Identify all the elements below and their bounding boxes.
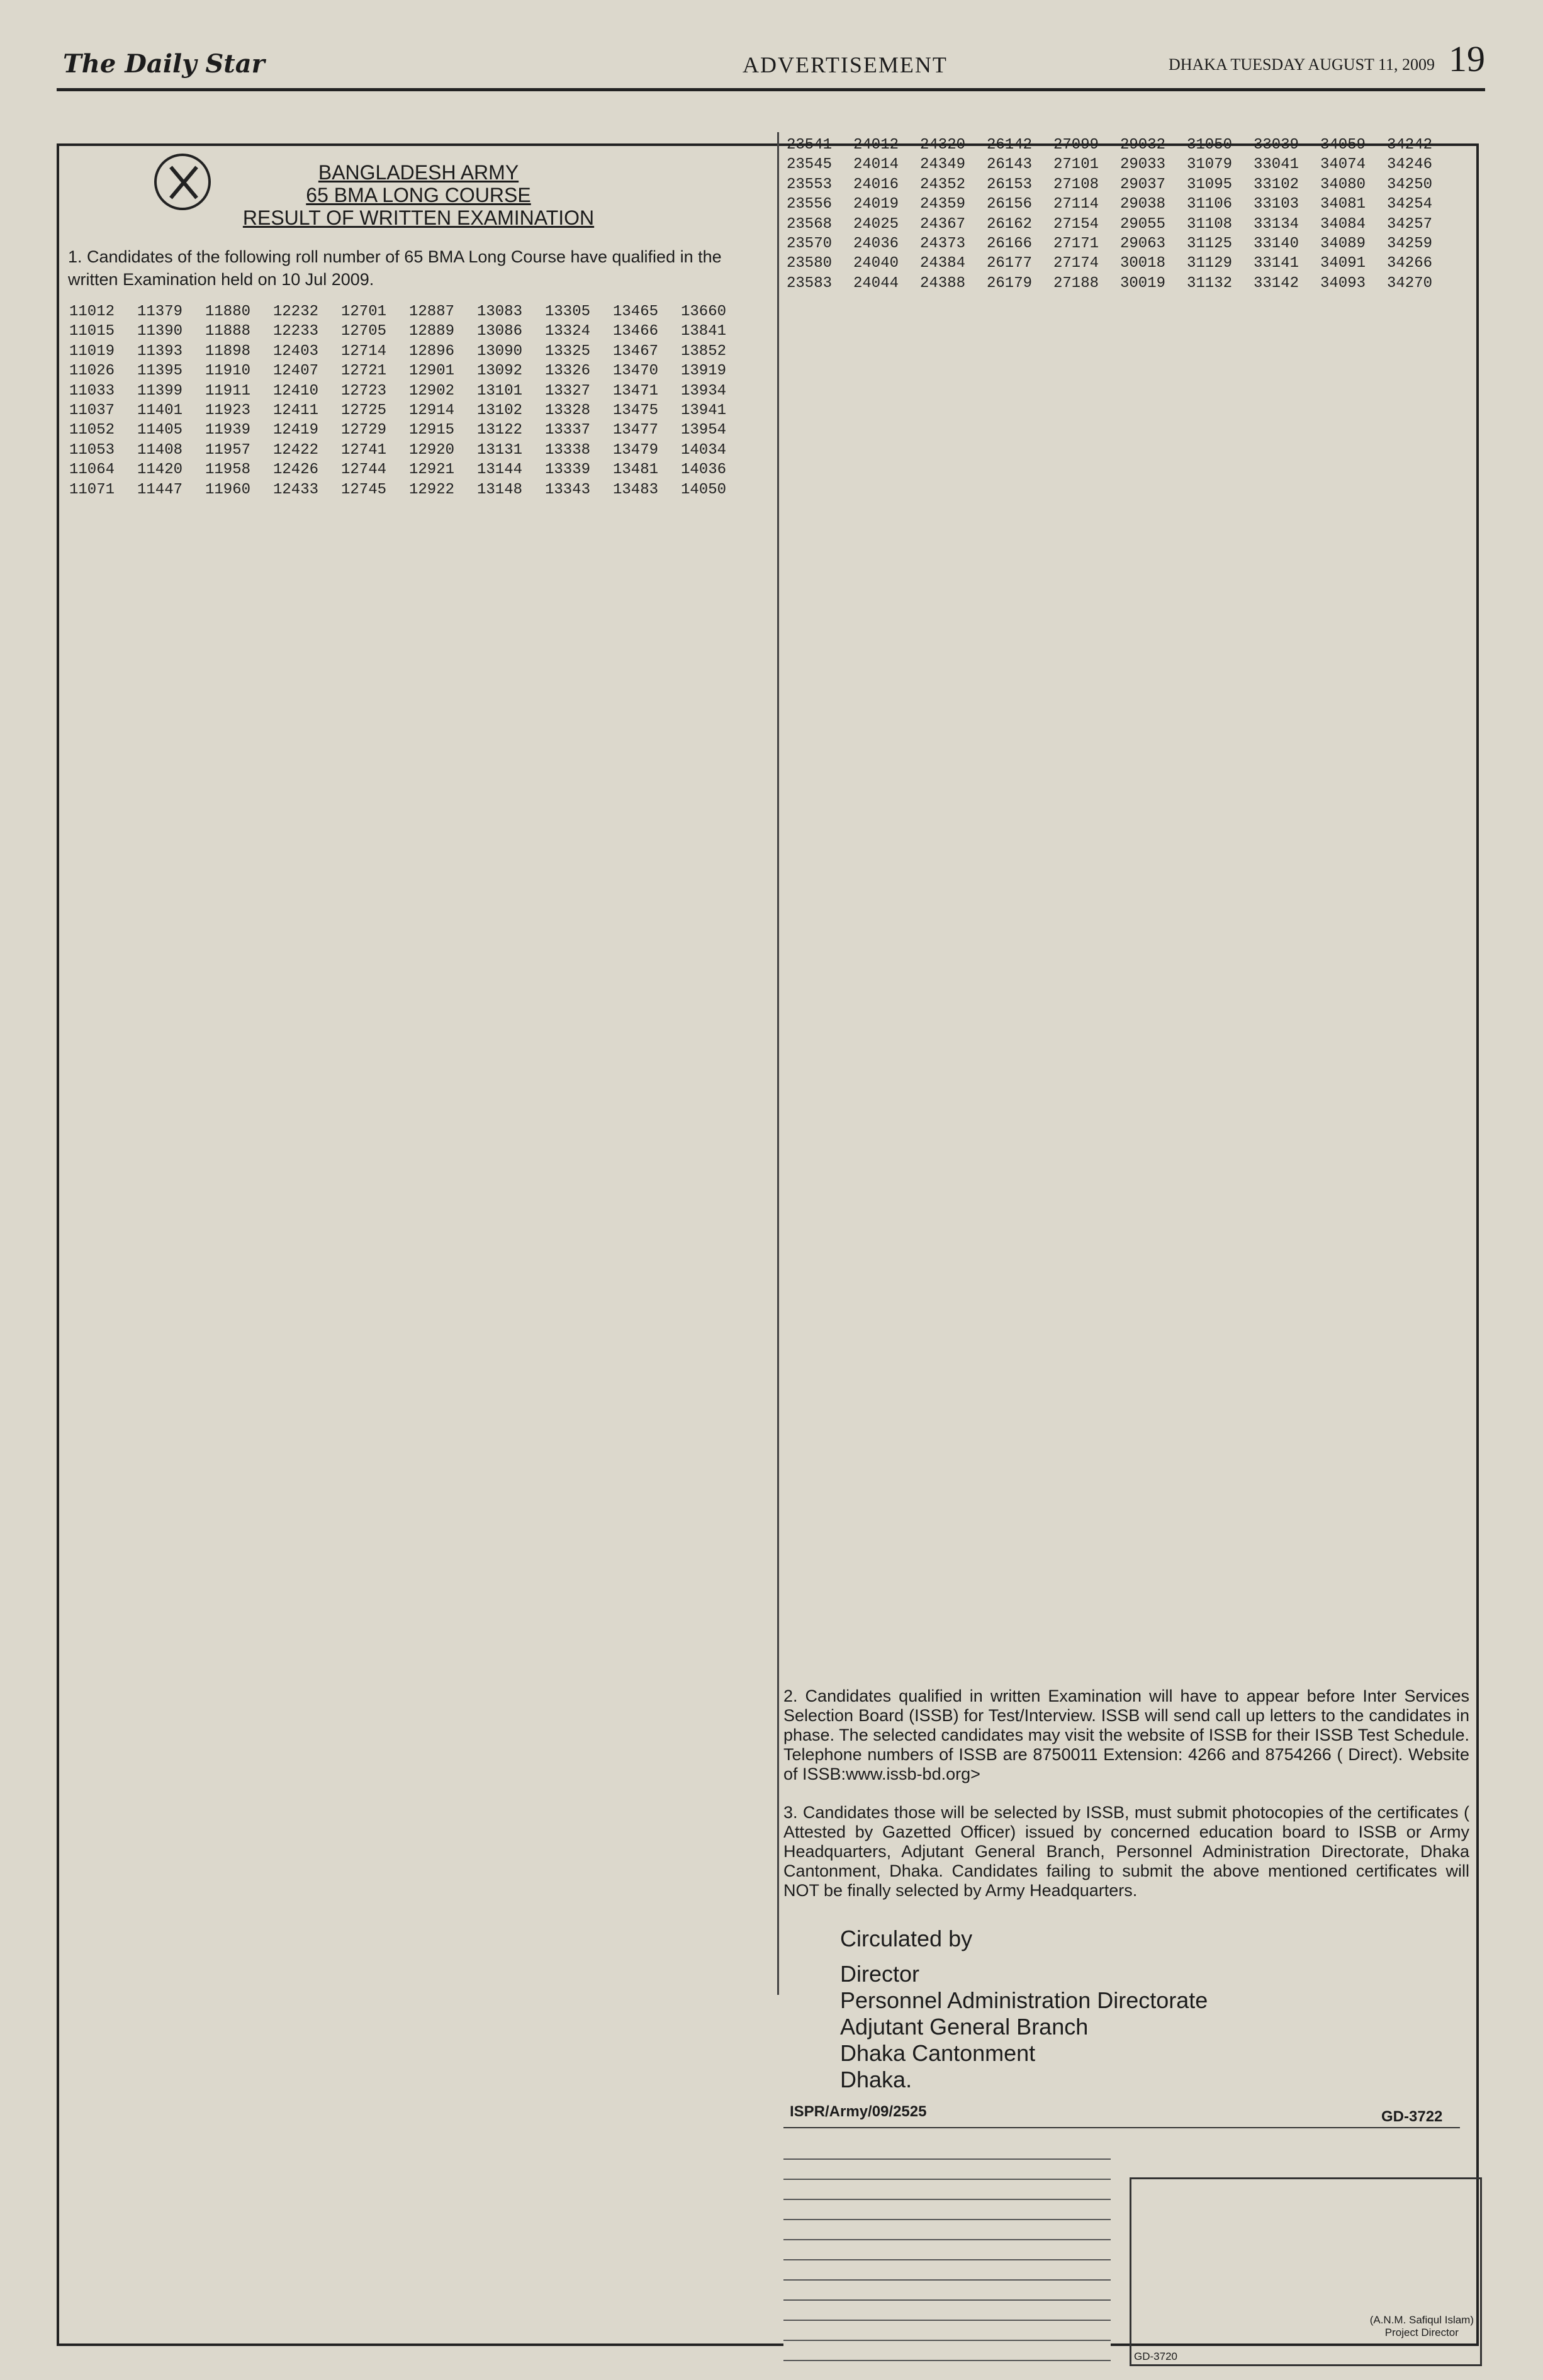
roll-column — [545, 302, 590, 500]
roll-number: 12902 — [409, 382, 455, 400]
roll-number: 13470 — [613, 362, 659, 380]
roll-number: 13305 — [545, 303, 591, 320]
roll-number: 31132 — [1187, 274, 1233, 292]
paragraph-2: 2. Candidates qualified in written Examination will have to appear before Inter Services Selection Board (ISSB) for Test/Interview. ISSB will send call up letters to the candidates in phase. The selected candidates may visit the website of ISSB for their ISSB Test Schedule. Telephone numbers of ISSB are 8750011 Extension: 4266 and 8754266 ( Direct). Website of ISSB:www.issb-bd.org> — [783, 1687, 1469, 1783]
roll-number: 13660 — [681, 303, 727, 320]
roll-number: 13326 — [545, 362, 591, 380]
roll-number: 29055 — [1120, 215, 1166, 233]
roll-number: 26143 — [987, 156, 1033, 174]
roll-column — [341, 302, 386, 500]
roll-number: 13475 — [613, 401, 659, 419]
roll-number: 13467 — [613, 342, 659, 360]
roll-number: 29063 — [1120, 235, 1166, 252]
roll-number: 11026 — [69, 362, 115, 380]
roll-number: 11037 — [69, 401, 115, 419]
roll-number: 13328 — [545, 401, 591, 419]
roll-number: 27114 — [1053, 196, 1099, 213]
roll-number: 13852 — [681, 342, 727, 360]
section-label: ADVERTISEMENT — [743, 52, 948, 77]
roll-number: 11880 — [205, 303, 251, 320]
roll-number: 24036 — [853, 235, 899, 252]
roll-number: 13327 — [545, 382, 591, 400]
roll-number: 30019 — [1120, 274, 1166, 292]
roll-number: 11064 — [69, 461, 115, 479]
roll-number: 13483 — [613, 481, 659, 498]
roll-number: 12915 — [409, 422, 455, 439]
roll-number: 11957 — [205, 441, 251, 459]
roll-number: 13841 — [681, 323, 727, 340]
roll-number: 11390 — [137, 323, 183, 340]
masthead — [57, 38, 1485, 91]
roll-number: 24025 — [853, 215, 899, 233]
roll-number: 13481 — [613, 461, 659, 479]
roll-number: 13477 — [613, 422, 659, 439]
roll-number: 13086 — [477, 323, 523, 340]
roll-number: 26156 — [987, 196, 1033, 213]
roll-number: 24014 — [853, 156, 899, 174]
roll-column — [477, 302, 522, 500]
roll-number: 11405 — [137, 422, 183, 439]
roll-number: 12407 — [273, 362, 319, 380]
roll-number: 29037 — [1120, 176, 1166, 193]
roll-column — [205, 302, 250, 500]
roll-number: 11408 — [137, 441, 183, 459]
roll-number: 34250 — [1387, 176, 1433, 193]
roll-number: 11958 — [205, 461, 251, 479]
roll-number: 24016 — [853, 176, 899, 193]
roll-number: 12741 — [341, 441, 387, 459]
roll-number: 34257 — [1387, 215, 1433, 233]
brand-logo: The Daily Star — [63, 49, 265, 79]
roll-number: 27171 — [1053, 235, 1099, 252]
roll-number: 23570 — [787, 235, 833, 252]
roll-number: 12410 — [273, 382, 319, 400]
roll-number: 34059 — [1320, 137, 1366, 154]
small-ad-role: Project Director — [1384, 2327, 1459, 2338]
roll-number: 33102 — [1254, 176, 1299, 193]
roll-number: 12433 — [273, 481, 319, 498]
roll-number: 27099 — [1053, 137, 1099, 154]
roll-number: 24384 — [920, 255, 966, 272]
roll-number: 23556 — [787, 196, 833, 213]
org-name: BANGLADESH ARMY — [318, 161, 519, 184]
roll-number: 13465 — [613, 303, 659, 320]
roll-number: 11420 — [137, 461, 183, 479]
roll-number: 23580 — [787, 255, 833, 272]
roll-number: 12901 — [409, 362, 455, 380]
roll-number: 11888 — [205, 323, 251, 340]
roll-number: 12896 — [409, 342, 455, 360]
roll-number: 31108 — [1187, 215, 1233, 233]
roll-number: 29032 — [1120, 137, 1166, 154]
roll-number: 26142 — [987, 137, 1033, 154]
signature-line: Dhaka. — [840, 2067, 912, 2092]
page-number: 19 — [1449, 38, 1485, 79]
roll-number: 13092 — [477, 362, 523, 380]
roll-number: 12725 — [341, 401, 387, 419]
roll-number: 11019 — [69, 342, 115, 360]
roll-number: 24367 — [920, 215, 966, 233]
roll-column — [409, 302, 454, 500]
roll-number: 24019 — [853, 196, 899, 213]
roll-number: 24320 — [920, 137, 966, 154]
roll-number: 12411 — [273, 401, 319, 419]
roll-number: 12403 — [273, 342, 319, 360]
roll-column — [613, 302, 658, 500]
roll-number: 34266 — [1387, 255, 1433, 272]
roll-number: 33039 — [1254, 137, 1299, 154]
roll-number: 23541 — [787, 137, 833, 154]
roll-number: 13338 — [545, 441, 591, 459]
signature-line: Dhaka Cantonment — [840, 2040, 1036, 2066]
roll-number: 13954 — [681, 422, 727, 439]
roll-number: 31079 — [1187, 156, 1233, 174]
roll-number: 13101 — [477, 382, 523, 400]
roll-column — [681, 302, 726, 500]
roll-number: 34246 — [1387, 156, 1433, 174]
roll-number: 12887 — [409, 303, 455, 320]
roll-number: 14050 — [681, 481, 727, 498]
gd-reference: GD-3722 — [1381, 2108, 1443, 2125]
notice-title: RESULT OF WRITTEN EXAMINATION — [242, 206, 595, 229]
roll-number: 24373 — [920, 235, 966, 252]
roll-number: 24388 — [920, 274, 966, 292]
course-name: 65 BMA LONG COURSE — [306, 184, 531, 206]
roll-number: 34089 — [1320, 235, 1366, 252]
roll-number: 11910 — [205, 362, 251, 380]
roll-number: 29038 — [1120, 196, 1166, 213]
roll-number: 11379 — [137, 303, 183, 320]
ruled-divider — [783, 2127, 1460, 2135]
roll-number: 12920 — [409, 441, 455, 459]
roll-number: 11960 — [205, 481, 251, 498]
roll-number: 13090 — [477, 342, 523, 360]
dateline: DHAKA TUESDAY AUGUST 11, 2009 — [1168, 55, 1435, 74]
small-advertisement — [1130, 2177, 1482, 2366]
roll-column — [69, 302, 115, 500]
roll-column — [137, 302, 182, 500]
roll-number: 13324 — [545, 323, 591, 340]
roll-number: 31106 — [1187, 196, 1233, 213]
roll-number: 34091 — [1320, 255, 1366, 272]
roll-number: 14036 — [681, 461, 727, 479]
roll-number: 11447 — [137, 481, 183, 498]
roll-number: 33041 — [1254, 156, 1299, 174]
roll-number: 23583 — [787, 274, 833, 292]
roll-column — [273, 302, 318, 500]
roll-number: 27108 — [1053, 176, 1099, 193]
roll-number: 26153 — [987, 176, 1033, 193]
roll-number: 34074 — [1320, 156, 1366, 174]
gd-reference-2: GD-3720 — [1134, 2350, 1177, 2362]
roll-number: 11012 — [69, 303, 115, 320]
roll-number: 13941 — [681, 401, 727, 419]
small-ad-signer: (A.N.M. Safiqul Islam) — [1369, 2314, 1474, 2326]
roll-number: 13131 — [477, 441, 523, 459]
roll-number: 13144 — [477, 461, 523, 479]
intro-paragraph: 1. Candidates of the following roll number of 65 BMA Long Course have qualified in the written Examination held on 10 Jul 2009. — [68, 247, 722, 289]
roll-number: 11395 — [137, 362, 183, 380]
roll-number: 23568 — [787, 215, 833, 233]
roll-number: 11939 — [205, 422, 251, 439]
roll-number: 26179 — [987, 274, 1033, 292]
roll-number: 13343 — [545, 481, 591, 498]
roll-number: 27101 — [1053, 156, 1099, 174]
roll-number: 23553 — [787, 176, 833, 193]
roll-number: 29033 — [1120, 156, 1166, 174]
ispr-reference: ISPR/Army/09/2525 — [790, 2103, 927, 2120]
roll-number: 11015 — [69, 323, 115, 340]
roll-number: 31125 — [1187, 235, 1233, 252]
ruled-lines-area — [783, 2140, 1111, 2379]
roll-number: 11399 — [137, 382, 183, 400]
roll-number: 12426 — [273, 461, 319, 479]
roll-number: 33103 — [1254, 196, 1299, 213]
roll-number: 12232 — [273, 303, 319, 320]
roll-number: 34081 — [1320, 196, 1366, 213]
roll-number: 26162 — [987, 215, 1033, 233]
roll-number: 11898 — [205, 342, 251, 360]
roll-number: 12745 — [341, 481, 387, 498]
roll-number: 14034 — [681, 441, 727, 459]
roll-number: 27174 — [1053, 255, 1099, 272]
roll-number: 12705 — [341, 323, 387, 340]
roll-number: 13466 — [613, 323, 659, 340]
roll-number: 13934 — [681, 382, 727, 400]
roll-number: 12723 — [341, 382, 387, 400]
roll-number: 13479 — [613, 441, 659, 459]
paragraph-3: 3. Candidates those will be selected by ISSB, must submit photocopies of the certificates ( Attested by Gazetted Officer) issued by concerned education board to ISSB or Army Headquarters, Adjutant General Branch, Personnel Administration Directorate, Dhaka Cantonment, Dhaka. Candidates failing to submit the above mentioned certificates will NOT be finally selected by Army Headquarters. — [783, 1803, 1469, 1900]
roll-number: 13919 — [681, 362, 727, 380]
roll-number: 34242 — [1387, 137, 1433, 154]
roll-number: 11393 — [137, 342, 183, 360]
roll-number: 12422 — [273, 441, 319, 459]
roll-number: 12233 — [273, 323, 319, 340]
roll-number: 24040 — [853, 255, 899, 272]
roll-number: 26166 — [987, 235, 1033, 252]
roll-number: 34259 — [1387, 235, 1433, 252]
roll-number: 31050 — [1187, 137, 1233, 154]
roll-number: 12914 — [409, 401, 455, 419]
roll-number: 12701 — [341, 303, 387, 320]
roll-number: 31129 — [1187, 255, 1233, 272]
roll-number: 34254 — [1387, 196, 1433, 213]
signature-line: Personnel Administration Directorate — [840, 1987, 1208, 2013]
roll-number: 12419 — [273, 422, 319, 439]
roll-number: 27188 — [1053, 274, 1099, 292]
roll-number: 26177 — [987, 255, 1033, 272]
roll-number: 24012 — [853, 137, 899, 154]
roll-number: 12721 — [341, 362, 387, 380]
roll-number: 23545 — [787, 156, 833, 174]
roll-number: 11923 — [205, 401, 251, 419]
roll-number: 13102 — [477, 401, 523, 419]
roll-number: 13339 — [545, 461, 591, 479]
roll-number: 31095 — [1187, 176, 1233, 193]
roll-number: 24359 — [920, 196, 966, 213]
roll-number: 34093 — [1320, 274, 1366, 292]
roll-number: 33140 — [1254, 235, 1299, 252]
roll-number: 13325 — [545, 342, 591, 360]
roll-number: 11401 — [137, 401, 183, 419]
roll-number: 13148 — [477, 481, 523, 498]
roll-number: 24349 — [920, 156, 966, 174]
roll-number: 24352 — [920, 176, 966, 193]
roll-number: 24044 — [853, 274, 899, 292]
roll-number: 12922 — [409, 481, 455, 498]
roll-number: 11033 — [69, 382, 115, 400]
roll-number: 12744 — [341, 461, 387, 479]
roll-number: 30018 — [1120, 255, 1166, 272]
roll-number: 33134 — [1254, 215, 1299, 233]
roll-number: 13122 — [477, 422, 523, 439]
roll-number: 11071 — [69, 481, 115, 498]
roll-number: 13083 — [477, 303, 523, 320]
roll-number: 34084 — [1320, 215, 1366, 233]
signature-line: Director — [840, 1961, 920, 1987]
roll-number: 12889 — [409, 323, 455, 340]
roll-number: 34080 — [1320, 176, 1366, 193]
roll-number: 27154 — [1053, 215, 1099, 233]
roll-number: 12729 — [341, 422, 387, 439]
signature-line: Adjutant General Branch — [840, 2014, 1089, 2040]
roll-number: 11053 — [69, 441, 115, 459]
roll-number: 34270 — [1387, 274, 1433, 292]
roll-number: 13471 — [613, 382, 659, 400]
roll-number: 33141 — [1254, 255, 1299, 272]
roll-number: 12921 — [409, 461, 455, 479]
roll-number: 33142 — [1254, 274, 1299, 292]
signature-line: Circulated by — [840, 1926, 973, 1951]
roll-number: 12714 — [341, 342, 387, 360]
roll-number: 11052 — [69, 422, 115, 439]
roll-number: 13337 — [545, 422, 591, 439]
roll-number: 11911 — [205, 382, 251, 400]
